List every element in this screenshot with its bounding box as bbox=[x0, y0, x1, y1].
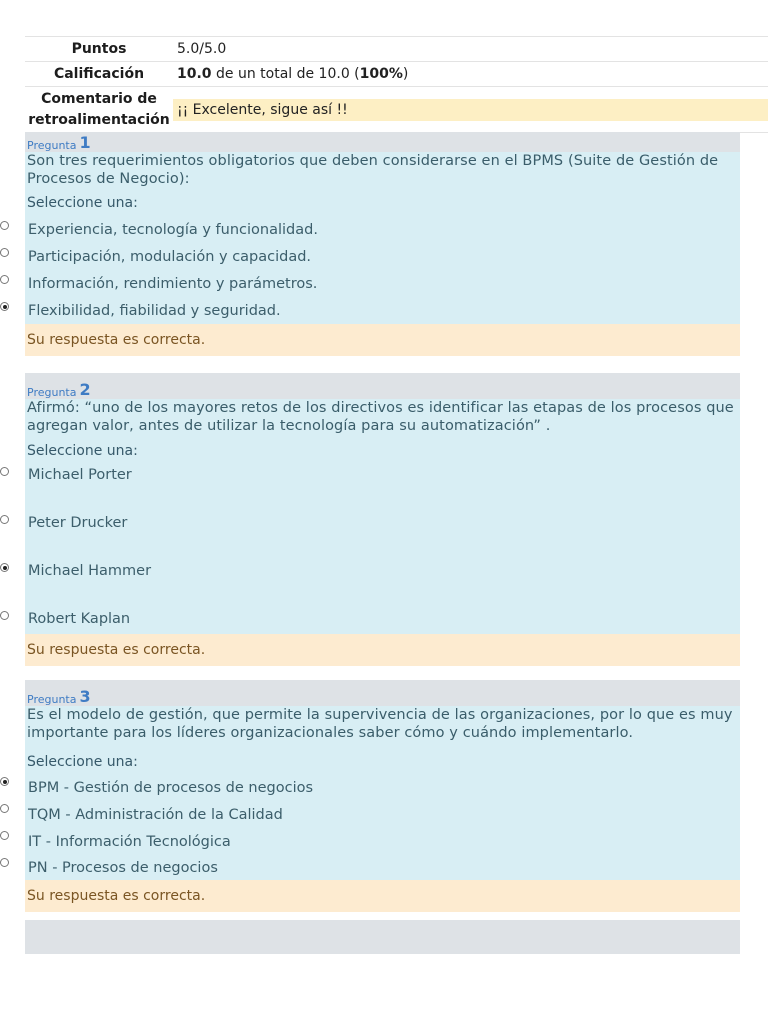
option-text: Flexibilidad, fiabilidad y seguridad. bbox=[28, 302, 281, 319]
answer-feedback: Su respuesta es correcta. bbox=[25, 880, 740, 912]
answer-feedback: Su respuesta es correcta. bbox=[25, 634, 740, 666]
option-1[interactable] bbox=[25, 774, 740, 801]
radio-button[interactable] bbox=[0, 611, 9, 620]
option-text: Participación, modulación y capacidad. bbox=[28, 248, 312, 265]
option-4[interactable] bbox=[25, 607, 740, 634]
question-2 bbox=[25, 373, 740, 666]
option-text: IT - Información Tecnológica bbox=[28, 833, 231, 850]
feedback-cell bbox=[173, 87, 768, 132]
option-4[interactable] bbox=[25, 855, 740, 880]
option-text: Peter Drucker bbox=[28, 515, 128, 531]
question-number: 3 bbox=[79, 687, 91, 706]
question-text: Es el modelo de gestión, que permite la supervivencia de las organizaciones, por lo que es muy importante para los líderes organizacionales saber cómo y cuándo implementarlo. bbox=[27, 707, 733, 741]
grade-row bbox=[25, 61, 768, 86]
grade-percent: 100% bbox=[359, 66, 403, 82]
select-label: Seleccione una: bbox=[27, 754, 138, 770]
feedback-label-line1: Comentario de bbox=[41, 90, 157, 107]
option-text: PN - Procesos de negocios bbox=[28, 859, 218, 876]
option-text: Experiencia, tecnología y funcionalidad. bbox=[28, 221, 318, 238]
question-body bbox=[25, 706, 740, 880]
feedback-value: ¡¡ Excelente, sigue así !! bbox=[173, 99, 768, 121]
question-body bbox=[25, 152, 740, 324]
grade-total: de un total de 10.0 ( bbox=[211, 66, 360, 82]
option-text: Michael Hammer bbox=[28, 563, 152, 579]
question-text: Son tres requerimientos obligatorios que deben considerarse en el BPMS (Suite de Gestión de Procesos de Negocio): bbox=[27, 153, 719, 187]
option-2[interactable] bbox=[25, 801, 740, 828]
radio-button[interactable] bbox=[0, 467, 9, 476]
radio-button[interactable] bbox=[0, 858, 9, 867]
next-question-header bbox=[25, 920, 740, 954]
feedback-label bbox=[25, 87, 173, 132]
question-header bbox=[25, 132, 740, 152]
option-3[interactable] bbox=[25, 270, 740, 297]
question-label: Pregunta bbox=[27, 693, 77, 706]
radio-button[interactable] bbox=[0, 804, 9, 813]
question-header bbox=[25, 680, 740, 706]
radio-button[interactable] bbox=[0, 515, 9, 524]
question-label: Pregunta bbox=[27, 139, 77, 152]
points-row bbox=[25, 36, 768, 61]
question-3 bbox=[25, 680, 740, 912]
option-1[interactable] bbox=[25, 216, 740, 243]
answer-feedback: Su respuesta es correcta. bbox=[25, 324, 740, 356]
radio-button-selected[interactable] bbox=[0, 302, 9, 311]
radio-button[interactable] bbox=[0, 221, 9, 230]
radio-button[interactable] bbox=[0, 831, 9, 840]
question-body bbox=[25, 399, 740, 634]
select-label: Seleccione una: bbox=[27, 443, 138, 459]
radio-button-selected[interactable] bbox=[0, 777, 9, 786]
radio-button[interactable] bbox=[0, 248, 9, 257]
option-3[interactable] bbox=[25, 828, 740, 855]
points-value: 5.0/5.0 bbox=[177, 41, 227, 57]
question-header bbox=[25, 373, 740, 399]
points-label: Puntos bbox=[71, 41, 127, 57]
option-text: TQM - Administración de la Calidad bbox=[28, 806, 283, 823]
radio-button[interactable] bbox=[0, 275, 9, 284]
option-text: Robert Kaplan bbox=[28, 611, 131, 627]
grade-close: ) bbox=[402, 66, 409, 82]
option-text: BPM - Gestión de procesos de negocios bbox=[28, 779, 314, 796]
select-label: Seleccione una: bbox=[27, 195, 138, 211]
option-text: Michael Porter bbox=[28, 467, 132, 483]
feedback-label-line2: retroalimentación bbox=[28, 111, 170, 128]
option-2[interactable] bbox=[25, 511, 740, 559]
option-text: Información, rendimiento y parámetros. bbox=[28, 275, 318, 292]
question-text: Afirmó: “uno de los mayores retos de los directivos es identificar las etapas de los procesos que agregan valor, antes de utilizar la tecnología para su automatización” . bbox=[27, 400, 734, 434]
question-number: 2 bbox=[79, 380, 91, 399]
grade-summary bbox=[25, 36, 768, 133]
question-label: Pregunta bbox=[27, 386, 77, 399]
grade-value bbox=[173, 62, 768, 86]
radio-button-selected[interactable] bbox=[0, 563, 9, 572]
option-2[interactable] bbox=[25, 243, 740, 270]
question-1 bbox=[25, 132, 740, 356]
grade-score: 10.0 bbox=[177, 66, 212, 82]
grade-label: Calificación bbox=[53, 66, 145, 82]
option-3[interactable] bbox=[25, 559, 740, 607]
question-number: 1 bbox=[79, 133, 91, 152]
option-4[interactable] bbox=[25, 297, 740, 324]
option-1[interactable] bbox=[25, 463, 740, 511]
feedback-row bbox=[25, 86, 768, 133]
